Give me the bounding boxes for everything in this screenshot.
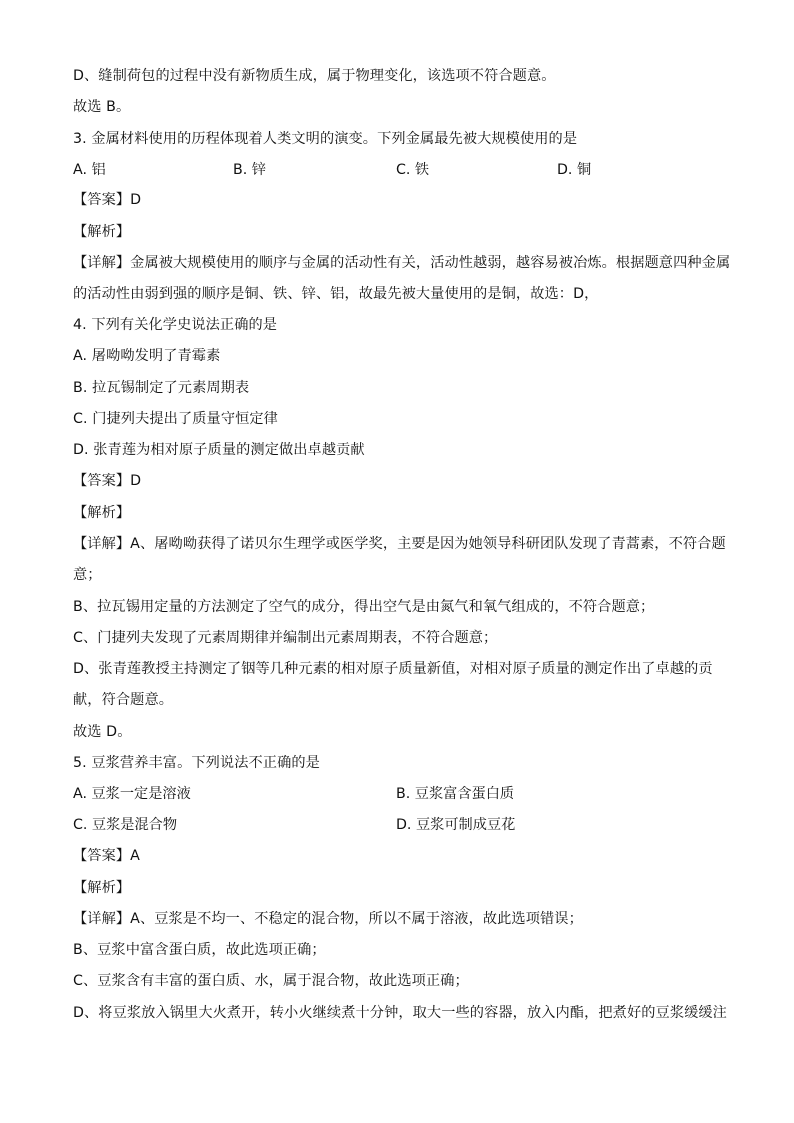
analysis-label: 【解析】: [73, 224, 131, 240]
q3-option-b: B. 锌: [233, 162, 266, 178]
detail-text: B、拉瓦锡用定量的方法测定了空气的成分，得出空气是由氮气和氧气组成的，不符合题意；: [73, 599, 655, 615]
detail-text: 【详解】A、豆浆是不均一、不稳定的混合物，所以不属于溶液，故此选项错误；: [73, 911, 583, 927]
q5-option-b: B. 豆浆富含蛋白质: [396, 786, 515, 802]
analysis-label: 【解析】: [73, 880, 131, 896]
answer-label: 【答案】D: [73, 473, 142, 489]
detail-text: 的活动性由弱到强的顺序是铜、铁、锌、铝，故最先被大量使用的是铜，故选：D，: [73, 286, 599, 302]
detail-text: D、将豆浆放入锅里大火煮开，转小火继续煮十分钟，取大一些的容器，放入内酯，把煮好的豆浆缓缓注: [73, 1005, 727, 1021]
text-line: 故选 B。: [73, 99, 131, 115]
q4-option-b: B. 拉瓦锡制定了元素周期表: [73, 380, 250, 396]
q4-option-d: D. 张青莲为相对原子质量的测定做出卓越贡献: [73, 442, 365, 458]
q3-option-c: C. 铁: [396, 162, 430, 178]
analysis-label: 【解析】: [73, 505, 131, 521]
q5-option-d: D. 豆浆可制成豆花: [396, 817, 516, 833]
q4-option-a: A. 屠呦呦发明了青霉素: [73, 348, 221, 364]
q4-option-c: C. 门捷列夫提出了质量守恒定律: [73, 411, 278, 427]
answer-label: 【答案】A: [73, 848, 140, 864]
detail-text: B、豆浆中富含蛋白质，故此选项正确；: [73, 942, 326, 958]
q3-option-a: A. 铝: [73, 162, 106, 178]
q5-option-c: C. 豆浆是混合物: [73, 817, 178, 833]
q5-option-a: A. 豆浆一定是溶液: [73, 786, 191, 802]
detail-text: 【详解】金属被大规模使用的顺序与金属的活动性有关，活动性越弱，越容易被冶炼。根据题意四种金属: [73, 255, 731, 271]
question-5-stem: 5. 豆浆营养丰富。下列说法不正确的是: [73, 755, 320, 771]
detail-text: 献，符合题意。: [73, 692, 174, 708]
detail-text: 意；: [73, 567, 102, 583]
detail-text: 【详解】A、屠呦呦获得了诺贝尔生理学或医学奖，主要是因为她领导科研团队发现了青蒿素，不符合题: [73, 536, 726, 552]
detail-text: C、豆浆含有丰富的蛋白质、水，属于混合物，故此选项正确；: [73, 973, 469, 989]
detail-text: D、张青莲教授主持测定了铟等几种元素的相对原子质量新值，对相对原子质量的测定作出了卓越的贡: [73, 661, 713, 677]
answer-label: 【答案】D: [73, 192, 142, 208]
q3-option-d: D. 铜: [557, 162, 592, 178]
choice-line: 故选 D。: [73, 724, 132, 740]
detail-text: C、门捷列夫发现了元素周期律并编制出元素周期表，不符合题意；: [73, 630, 498, 646]
question-4-stem: 4. 下列有关化学史说法正确的是: [73, 317, 278, 333]
question-3-stem: 3. 金属材料使用的历程体现着人类文明的演变。下列金属最先被大规模使用的是: [73, 131, 578, 147]
text-line: D、缝制荷包的过程中没有新物质生成，属于物理变化，该选项不符合题意。: [73, 68, 556, 84]
